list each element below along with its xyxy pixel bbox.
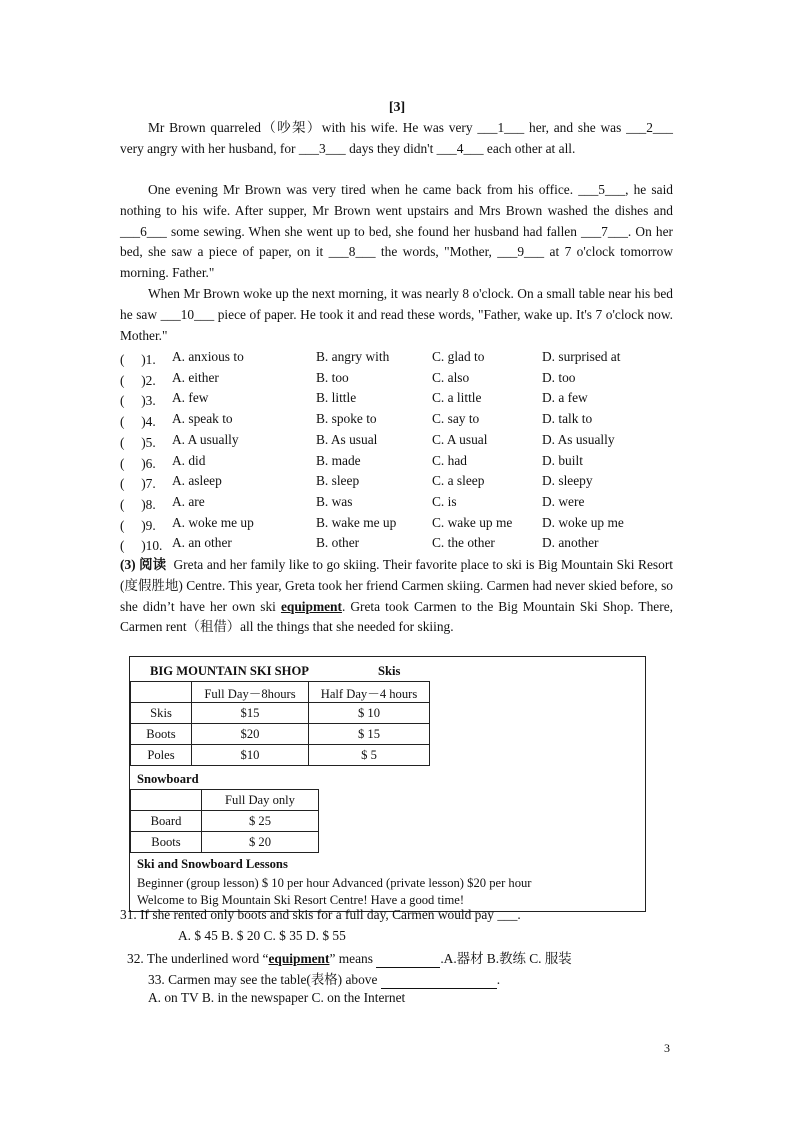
option-row <box>120 515 680 535</box>
option-choice-b[interactable]: B. As usual <box>316 431 378 447</box>
table-row <box>131 703 430 724</box>
table-row <box>131 832 319 853</box>
shop-heading: BIG MOUNTAIN SKI SHOP <box>150 664 309 678</box>
lessons-line: Beginner (group lesson) $ 10 per hour Advanced (private lesson) $20 per hour <box>137 876 532 890</box>
option-choice-d[interactable]: D. built <box>542 452 583 468</box>
option-row <box>120 473 680 493</box>
option-number: ( )6. <box>120 455 156 471</box>
cloze-paragraph-3: When Mr Brown woke up the next morning, it was nearly 8 o'clock. On a small table near his bed he saw ___10___ piece of paper. He took it and read these words, "Father, wake up. It's 7 o'clock now. Mother." <box>120 286 673 343</box>
table-cell: Full Day－8hours <box>192 682 309 703</box>
table-cell: Skis <box>131 703 192 724</box>
option-choice-b[interactable]: B. made <box>316 452 361 468</box>
question-32-suffix: ” means <box>329 951 373 966</box>
table-cell: $ 25 <box>202 811 319 832</box>
option-number: ( )4. <box>120 414 156 430</box>
option-choice-a[interactable]: A. speak to <box>172 411 233 427</box>
table-cell <box>131 682 192 703</box>
table-cell: Half Day－4 hours <box>309 682 430 703</box>
option-choice-d[interactable]: D. woke up me <box>542 514 624 530</box>
option-choice-b[interactable]: B. was <box>316 493 353 509</box>
skis-label: Skis <box>378 664 401 678</box>
table-row <box>131 682 430 703</box>
table-cell <box>131 790 202 811</box>
option-row <box>120 453 680 473</box>
table-cell: $ 5 <box>309 745 430 766</box>
answer-blank[interactable] <box>376 951 440 968</box>
option-choice-a[interactable]: A. asleep <box>172 473 222 489</box>
option-choice-d[interactable]: D. sleepy <box>542 473 593 489</box>
table-cell: $ 15 <box>309 724 430 745</box>
ski-shop-box <box>129 656 646 912</box>
question-32-options: .A.器材 B.教练 C. 服装 <box>440 951 572 966</box>
option-choice-d[interactable]: D. too <box>542 369 576 385</box>
table-row <box>131 724 430 745</box>
option-number: ( )9. <box>120 517 156 533</box>
option-choice-c[interactable]: C. had <box>432 452 467 468</box>
option-number: ( )8. <box>120 496 156 512</box>
table-cell: Poles <box>131 745 192 766</box>
table-cell: Board <box>131 811 202 832</box>
option-choice-c[interactable]: C. a little <box>432 390 482 406</box>
page-number: 3 <box>664 1041 670 1055</box>
snowboard-label: Snowboard <box>137 772 199 786</box>
option-choice-b[interactable]: B. other <box>316 535 360 551</box>
table-cell: $20 <box>192 724 309 745</box>
question-32 <box>127 948 572 968</box>
option-choice-a[interactable]: A. an other <box>172 535 232 551</box>
cloze-paragraph-2: One evening Mr Brown was very tired when he came back from his office. ___5___, he said nothing to his wife. After supper, Mr Brown went upstairs and Mrs Brown washed the dishes and ___6___ some sewing. When she went up to bed, she found her husband had fallen ___7___. On her bed, she saw a piece of paper, on it ___8___ the words, "Mother, ___9___ at 7 o'clock tomorrow morning. Father." <box>120 182 673 281</box>
option-choice-a[interactable]: A. few <box>172 390 209 406</box>
cloze-paragraph-1: Mr Brown quarreled（吵架）with his wife. He was very ___1___ her, and she was ___2___ very angry with her husband, for ___3___ days they didn't ___4___ each other at all. <box>120 120 673 156</box>
option-choice-d[interactable]: D. As usually <box>542 431 615 447</box>
option-choice-c[interactable]: C. say to <box>432 411 480 427</box>
option-row <box>120 349 680 369</box>
option-choice-b[interactable]: B. sleep <box>316 473 360 489</box>
table-cell: Boots <box>131 832 202 853</box>
option-choice-c[interactable]: C. A usual <box>432 431 488 447</box>
question-31-options: A. $ 45 B. $ 20 C. $ 35 D. $ 55 <box>178 928 346 943</box>
option-choice-b[interactable]: B. little <box>316 390 357 406</box>
option-number: ( )2. <box>120 372 156 388</box>
table-cell: $ 10 <box>309 703 430 724</box>
option-number: ( )10. <box>120 538 163 554</box>
option-row <box>120 432 680 452</box>
option-choice-c[interactable]: C. the other <box>432 535 495 551</box>
option-choice-c[interactable]: C. wake up me <box>432 514 513 530</box>
option-choice-d[interactable]: D. another <box>542 535 599 551</box>
option-number: ( )1. <box>120 352 156 367</box>
option-row <box>120 535 680 555</box>
option-choice-b[interactable]: B. wake me up <box>316 514 397 530</box>
table-row <box>131 811 319 832</box>
skis-price-table <box>130 681 430 766</box>
question-33-options: A. on TV B. in the newspaper C. on the Internet <box>148 990 406 1005</box>
section-title: [3] <box>388 100 406 115</box>
option-row <box>120 390 680 410</box>
option-choice-d[interactable]: D. were <box>542 493 585 509</box>
snowboard-price-table <box>130 789 319 853</box>
reading-text-before: Greta and her family like to go skiing. Their favorite place to ski is Big Mountain Ski Resort (度假胜地) Centre. This year, Greta took her friend Carmen skiing. Carmen had never skied before, so she didn’t have her own ski <box>120 557 673 614</box>
option-choice-a[interactable]: A. anxious to <box>172 349 244 364</box>
question-33: 33. Carmen may see the table(表格) above . <box>148 972 501 987</box>
answer-blank[interactable] <box>381 972 497 989</box>
option-number: ( )5. <box>120 434 156 450</box>
table-row <box>131 790 319 811</box>
option-choice-a[interactable]: A. are <box>172 493 205 509</box>
table-cell: $10 <box>192 745 309 766</box>
option-choice-c[interactable]: C. a sleep <box>432 473 485 489</box>
table-cell: $15 <box>192 703 309 724</box>
option-row <box>120 370 680 390</box>
option-choice-d[interactable]: D. a few <box>542 390 588 406</box>
question-32-underlined-word: equipment <box>268 951 330 966</box>
underlined-word: equipment <box>280 598 342 614</box>
table-row <box>131 745 430 766</box>
option-row <box>120 411 680 431</box>
reading-passage <box>120 555 673 638</box>
option-choice-a[interactable]: A. either <box>172 369 219 385</box>
option-choice-c[interactable]: C. is <box>432 493 457 509</box>
option-row <box>120 494 680 514</box>
welcome-line: Welcome to Big Mountain Ski Resort Centre! Have a good time! <box>137 893 465 907</box>
option-choice-d[interactable]: D. talk to <box>542 411 593 427</box>
option-choice-d[interactable]: D. surprised at <box>542 349 621 364</box>
option-number: ( )3. <box>120 393 156 409</box>
option-choice-b[interactable]: B. too <box>316 369 349 385</box>
reading-text-after: . Greta took Carmen to the Big Mountain Ski Shop. There, Carmen rent（租借）all the things that she needed for skiing. <box>120 598 673 635</box>
option-choice-c[interactable]: C. glad to <box>432 349 485 364</box>
reading-label: (3) 阅读 <box>120 557 167 572</box>
option-choice-c[interactable]: C. also <box>432 369 470 385</box>
table-cell: Boots <box>131 724 192 745</box>
question-33-text: 33. Carmen may see the table(表格) above <box>148 972 378 987</box>
option-number: ( )7. <box>120 476 156 492</box>
option-choice-a[interactable]: A. woke me up <box>172 514 254 530</box>
option-choice-b[interactable]: B. spoke to <box>316 411 377 427</box>
option-choice-a[interactable]: A. A usually <box>172 431 239 447</box>
table-cell: Full Day only <box>202 790 319 811</box>
table-cell: $ 20 <box>202 832 319 853</box>
option-choice-b[interactable]: B. angry with <box>316 349 390 364</box>
question-31: 31. If she rented only boots and skis for a full day, Carmen would pay ___. <box>120 907 521 922</box>
question-32-prefix: 32. The underlined word “ <box>127 951 269 966</box>
option-choice-a[interactable]: A. did <box>172 452 206 468</box>
lessons-label: Ski and Snowboard Lessons <box>137 857 288 871</box>
